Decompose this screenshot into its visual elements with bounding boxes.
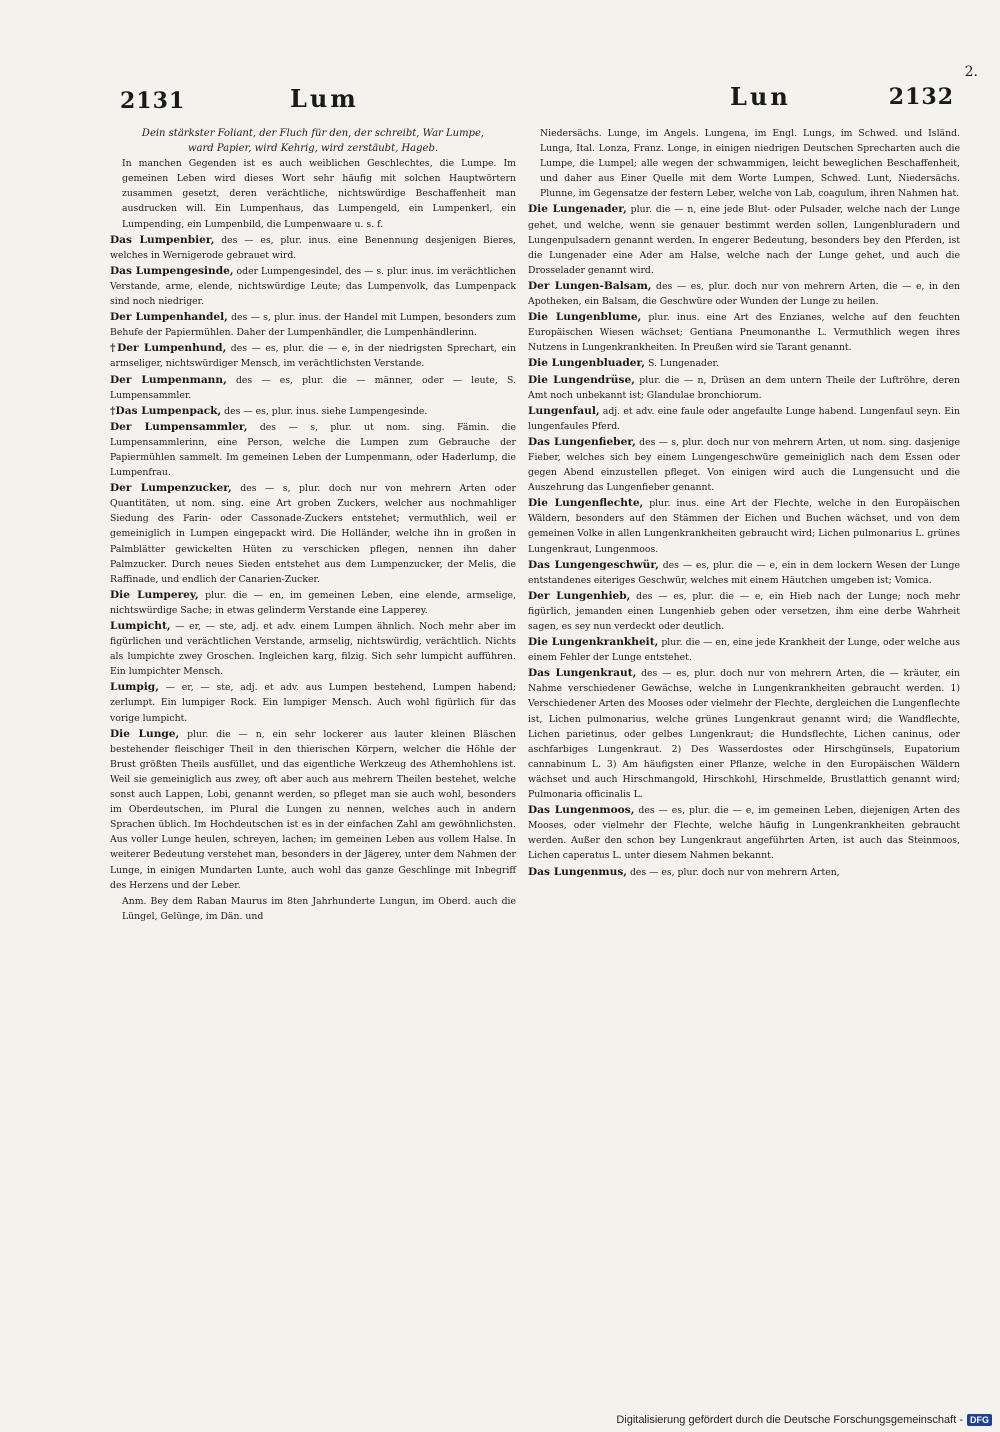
entry-definition: plur. die — n, Drüsen an dem untern Theile der Luftröhre, deren Amt noch unbekannt ist; Glandulae bronchiorum. — [528, 374, 960, 401]
entry-lemma: Die Lungenkrankheit, — [528, 636, 659, 649]
entry-lemma: Das Lungenmoos, — [528, 804, 635, 817]
right-page-number: 2132 — [888, 84, 954, 110]
entry-definition: oder Lumpengesindel, des — s. plur. inus. im verächtlichen Verstande, arme, elende, nichtswürdige Leute; das Lumpenvolk, das Lumpenpack sind noch niedriger. — [110, 265, 516, 308]
entry-definition: plur. die — en, eine jede Krankheit der Lunge, oder welche aus einem Fehler der Lunge entstehet. — [528, 637, 961, 664]
entry-definition: plur. die — n, ein sehr lockerer aus lauter kleinen Bläschen bestehender fleischiger Theil in den thierischen Körpern, welcher die Höhle der Brust größten Theils ausfüllet, und das eigentliche Werkzeug des Athemhohlens ist. Weil sie gemeiniglich aus zwey, oft aber auch aus mehrern Theilen bestehet, welche sonst auch Lappen, Lobi, genannt werden, so pfleget man sie auch wohl, besonders im Oberdeutschen, im Plural die Lungen zu nennen, welches auch in andern Sprachen üblich. Im Hochdeutschen ist es in der einfachen Zahl am gewöhnlichsten. Aus voller Lunge heulen, schreyen, lachen; im gemeinen Leben aus vollem Halse. In weiterer Bedeutung verstehet man, besonders in der Jägerey, unter dem Nahmen der Lunge, in einigen Mundarten Lunte, auch wohl das ganze Geschlinge mit Inbegriff des Herzens und der Leber. — [110, 728, 516, 891]
entry-lemma: Das Lungenkraut, — [528, 667, 637, 680]
left-running-headword: Lum — [290, 84, 359, 113]
dictionary-entry — [528, 310, 960, 355]
entry-definition: des — s, plur. inus. der Handel mit Lumpen, besonders zum Behufe der Papiermühlen. Daher der Lumpenhändler, die Lumpenhändlerinn. — [110, 312, 516, 339]
entry-definition: des — es, plur. die — e, im gemeinen Leben, diejenigen Arten des Mooses, oder vielmehr der Flechte, welche häufig in Lungenkrankheiten gebraucht werden. Außer den schon bey Lungenkraut angeführten Arten, ist auch das Steinmoos, Lichen caperatus L. unter diesem Nahmen bekannt. — [528, 805, 960, 862]
entry-lemma: Das Lungenmus, — [528, 865, 627, 878]
entry-lemma: Das Lumpenbier, — [110, 233, 215, 246]
entry-lemma: Der Lungenhieb, — [528, 589, 631, 602]
entry-definition: des — es, plur. die — e, in der niedrigsten Sprechart, ein armseliger, nichtswürdiger Mensch, im verächtlichsten Verstande. — [110, 343, 516, 370]
entry-lemma: Der Lumpenmann, — [110, 373, 227, 386]
dictionary-entry — [110, 264, 516, 309]
entry-definition: des — es, plur. doch nur von mehrern Arten, — [626, 866, 840, 878]
entry-definition: des — es, plur. inus. eine Benennung desjenigen Bieres, welches in Wernigerode gebrauet wird. — [110, 234, 516, 261]
dictionary-entry — [110, 341, 516, 371]
footer — [616, 1414, 992, 1426]
entry-definition: des — es, plur. die — e, ein Hieb nach der Lunge; noch mehr figürlich, jemanden einen Lungenhieb geben oder versetzen, ihm eine derbe Wahrheit sagen, es sey nun verdeckt oder deutlich. — [528, 590, 960, 632]
dictionary-entry — [528, 558, 960, 588]
entry-lemma: Der Lumpenhandel, — [110, 311, 228, 324]
entry-lemma: †Das Lumpenpack, — [110, 404, 222, 417]
entry-definition: des — es, plur. doch nur von mehrern Arten, die — e, in den Apotheken, ein Balsam, die Geschwüre oder Wunden der Lunge zu heilen. — [528, 280, 961, 308]
entry-definition: — er, — ste, adj. et adv. einem Lumpen ähnlich. Noch mehr aber im figürlichen und verächtlichen Verstande, armselig, nichtswürdig, verächtlich. Nichts als lumpichte zwey Groschen. Ingleichen karg, filzig. Sich sehr lumpicht aufführen. Ein lumpichter Mensch. — [110, 621, 516, 678]
entry-lemma: Der Lumpensammler, — [110, 420, 248, 433]
dictionary-entry — [110, 373, 516, 403]
dictionary-entry — [110, 404, 516, 419]
entry-lemma: Die Lungenbluader, — [528, 357, 645, 370]
entry-lemma: Die Lungenblume, — [528, 311, 642, 324]
dictionary-entry — [528, 373, 960, 403]
entry-definition: des — es, plur. inus. siehe Lumpengesinde. — [221, 405, 428, 417]
continuation-text: Niedersächs. Lunge, im Angels. Lungena, im Engl. Lungs, im Schwed. und Isländ. Lunga, Ital. Lonza, Franz. Longe, in einigen niedrigen Deutschen Sprecharten auch die Lumpe, die Lumpel; alle wegen der schwammigen, leicht beweglichen Beschaffenheit, und daher aus Einer Quelle mit dem Worte Lumpen, Schwed. Lunt, Niedersächs. Plunne, im Gegensatze der festern Leber, welche von Lab, coagulum, ihren Nahmen hat. — [540, 128, 960, 200]
dictionary-entry — [528, 279, 960, 309]
entry-lemma: Lungenfaul, — [528, 404, 600, 417]
entry-definition: plur. die — en, im gemeinen Leben, eine elende, armselige, nichtswürdige Sache; in etwas gelinderm Verstande eine Lapperey. — [110, 589, 516, 616]
page-header — [110, 82, 960, 122]
corner-mark: 2. — [964, 64, 978, 80]
continuation-text: In manchen Gegenden ist es auch weiblichen Geschlechtes, die Lumpe. Im gemeinen Leben wird dieses Wort sehr häufig mit solchen Hauptwörtern zusammen gesetzt, deren verächtliche, nichtswürdige Beschaffenheit man ausdrucken will. Ein Lumpenhaus, das Lumpengeld, ein Lumpenkerl, ein Lumpending, ein Lumpenbild, die Lumpenwaare u. s. f. — [122, 158, 516, 230]
footer-credit: Digitalisierung gefördert durch die Deutsche Forschungsgemeinschaft - — [616, 1414, 963, 1426]
dictionary-entry — [528, 356, 960, 371]
dictionary-entry — [110, 310, 516, 340]
entry-definition: adj. et adv. eine faule oder angefaulte Lunge habend. Lungenfaul seyn. Ein lungenfaules Pferd. — [528, 405, 960, 432]
entry-definition: — er, — ste, adj. et adv. aus Lumpen bestehend, Lumpen habend; zerlumpt. Ein lumpiger Rock. Ein lumpiger Mensch. Auch wohl figürlich für das vorige lumpicht. — [110, 682, 516, 724]
dictionary-entry — [110, 619, 516, 679]
entry-definition: des — s, plur. doch nur von mehrern Arten oder Quantitäten, ut nom. sing. eine Art groben Zuckers, welcher aus nochmahliger Siedung des Farin- oder Cassonade-Zuckers entstehet; vermuthlich, weil er gemeiniglich in Lumpen eingepackt wird. Die Holländer, welche ihn in großen in Palmblätter gewickelten Hüten zu verschicken pflegen, nennen ihn daher Palmzucker. Durch neues Sieden entstehet aus dem Lumpenzucker, der Melis, die Raffinade, und endlich der Canarien-Zucker. — [110, 483, 516, 585]
dictionary-entry — [528, 496, 960, 556]
dictionary-entry — [110, 588, 516, 618]
dfg-logo: DFG — [967, 1414, 992, 1426]
quote-block: Dein stärkster Foliant, der Fluch für den, der schreibt, War Lumpe, ward Papier, wird Kehrig, wird zerstäubt, Hageb. — [141, 128, 485, 155]
entry-definition: des — es, plur. die — männer, oder — leute, S. Lumpensammler. — [110, 374, 516, 401]
entry-lemma: Die Lungenader, — [528, 203, 627, 216]
entry-lemma: Das Lungenfieber, — [528, 435, 636, 448]
dictionary-entry — [110, 680, 516, 725]
dictionary-entry — [528, 404, 960, 434]
entry-definition: plur. inus. eine Art der Flechte, welche in den Europäischen Wäldern, besonders auf den Stämmen der Eichen und Buchen wächset, und von dem gemeinen Volke in allen Lungenkrankheiten gebraucht wird; Lichen pulmonarius L. grünes Lungenkraut, Lungenmoos. — [528, 498, 960, 555]
entry-definition: S. Lungenader. — [645, 358, 719, 370]
continuation-text: Anm. Bey dem Raban Maurus im 8ten Jahrhunderte Lungun, im Oberd. auch die Lüngel, Gelünge, im Dän. und — [122, 895, 516, 922]
entry-definition: plur. inus. eine Art des Enzianes, welche auf den feuchten Europäischen Wiesen wächset; Gentiana Pneumonanthe L. Vermuthlich wegen ihres Nutzens in Lungenkrankheiten. In Preußen wird sie Tarant genannt. — [528, 312, 960, 354]
left-page-number: 2131 — [120, 88, 186, 114]
dictionary-entry — [528, 435, 960, 495]
dictionary-entry — [528, 202, 960, 277]
left-column — [110, 126, 516, 925]
dictionary-entry — [110, 420, 516, 480]
entry-lemma: Das Lungengeschwür, — [528, 558, 659, 571]
entry-lemma: †Der Lumpenhund, — [110, 342, 227, 355]
dictionary-entry — [110, 481, 516, 587]
dictionary-entry — [528, 589, 960, 634]
entry-lemma: Lumpicht, — [110, 620, 171, 632]
dictionary-entry — [528, 666, 960, 802]
entry-lemma: Der Lungen-Balsam, — [528, 279, 652, 292]
dictionary-entry — [528, 635, 960, 665]
entry-lemma: Die Lunge, — [110, 727, 180, 740]
entry-lemma: Das Lumpengesinde, — [110, 264, 234, 277]
entry-definition: des — s, plur. doch nur von mehrern Arten, ut nom. sing. dasjenige Fieber, welches sich bey einem Lungengeschwüre gemeiniglich nach dem Essen oder gegen Abend einzustellen pfleget. Von einigen wird auch die Lungensucht und die Auszehrung das Lungenfieber genannt. — [528, 436, 960, 494]
dictionary-entry — [528, 865, 960, 880]
entry-definition: des — es, plur. doch nur von mehrern Arten, die — kräuter, ein Nahme verschiedener Gewächse, welche in Lungenkrankheiten gebraucht werden. 1) Verschiedener Arten des Mooses oder vielmehr der Flechte, dergleichen die Lungenflechte ist, Lichen pulmonarius, welche grünes Lungenkraut genannt wird; die Wandflechte, Lichen parietinus, oder gelbes Lungenkraut; die Hundsflechte, Lichen caninus, oder aschfarbiges Lungenkraut. 2) Des Wasserdostes oder Hirschgünsels, Eupatorium cannabinum L. 3) Am häufigsten einer Pflanze, welche in den Europäischen Wäldern wächset und auch Hirschmangold, Hirschkohl, Hirschmelde, Brustlattich genannt wird; Pulmonaria officinalis L. — [528, 668, 960, 801]
entry-definition: des — s, plur. ut nom. sing. Fämin. die Lumpensammlerinn, eine Person, welche die Lumpen zum Gebrauche der Papiermühlen sammelt. Im gemeinen Leben der Lumpenmann, oder Haderlump, die Lumpenfrau. — [110, 421, 516, 479]
entry-lemma: Die Lumperey, — [110, 588, 199, 601]
right-column — [528, 126, 960, 881]
dictionary-entry — [528, 803, 960, 863]
entry-definition: plur. die — n, eine jede Blut- oder Pulsader, welche nach der Lunge gehet, und welche, wenn sie genauer bestimmt werden sollen, Lungenbluradern und Lungenpulsadern genannt werden. In engerer Bedeutung, besonders bey den Pferden, ist die Lungenader eine Ader am Halse, welche nach der Lunge gehet, und auch die Drosselader genannt wird. — [528, 204, 960, 276]
entry-lemma: Der Lumpenzucker, — [110, 482, 232, 495]
entry-definition: des — es, plur. die — e, ein in dem lockern Wesen der Lunge entstandenes eiteriges Geschwür, welches mit einem Häutchen umgeben ist; Vomica. — [528, 559, 960, 586]
dictionary-entry — [110, 727, 516, 893]
right-running-headword: Lun — [730, 82, 791, 111]
entry-lemma: Lumpig, — [110, 681, 159, 694]
dictionary-entry — [110, 233, 516, 263]
entry-lemma: Die Lungenflechte, — [528, 497, 644, 510]
entry-lemma: Die Lungendrüse, — [528, 373, 635, 386]
